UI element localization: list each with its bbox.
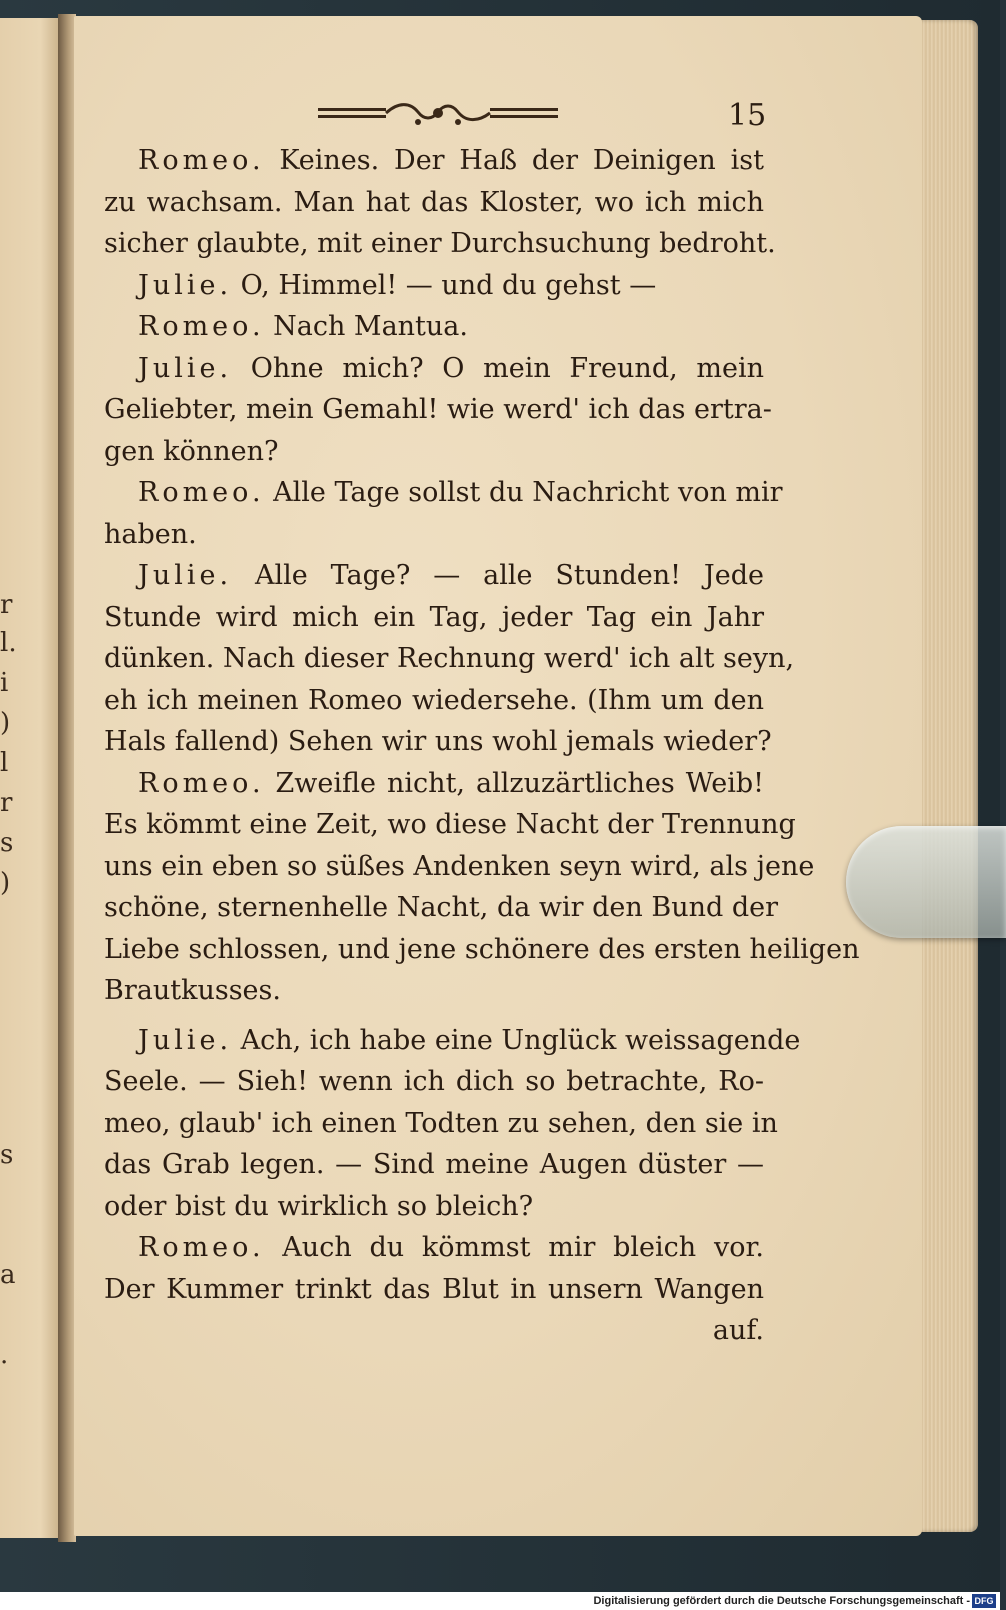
text-line xyxy=(104,680,764,722)
line-text: Der Kummer trinkt das Blut in unsern Wangen xyxy=(104,1273,764,1305)
left-page-fragment: s xyxy=(0,828,14,858)
text-line xyxy=(104,929,860,971)
line-text: haben. xyxy=(104,518,197,550)
speaker-name: Romeo. xyxy=(138,767,265,799)
line-text: Es kömmt eine Zeit, wo diese Nacht der Trennung xyxy=(104,809,796,840)
speaker-name: Julie. xyxy=(138,560,233,591)
text-line xyxy=(104,721,772,763)
left-page-fragment: . xyxy=(0,1340,9,1370)
line-text: Geliebter, mein Gemahl! wie werd' ich das ertra- xyxy=(104,394,772,425)
line-text: auf. xyxy=(712,1315,764,1346)
speaker-name: Julie. xyxy=(138,352,233,384)
speaker-name: Romeo. xyxy=(138,477,265,508)
speaker-name: Romeo. xyxy=(138,311,265,342)
line-text: Liebe schlossen, und jene schönere des ersten heiligen xyxy=(104,933,860,965)
text-line xyxy=(104,887,779,929)
line-text: Zweifle nicht, allzuzärtliches Weib! xyxy=(264,767,764,799)
dfg-logo-icon: DFG xyxy=(972,1594,996,1608)
line-text: eh ich meinen Romeo wiedersehe. (Ihm um den xyxy=(104,684,764,716)
line-text: Alle Tage? — alle Stunden! Jede xyxy=(232,560,764,591)
text-line xyxy=(104,1186,764,1228)
line-text: dünken. Nach dieser Rechnung werd' ich alt seyn, xyxy=(104,643,795,674)
text-line xyxy=(104,265,764,307)
text-line xyxy=(104,1020,801,1062)
line-text: sicher glaubte, mit einer Durchsuchung bedroht. xyxy=(104,228,776,259)
text-line xyxy=(104,431,764,473)
text-line xyxy=(104,140,764,182)
page-stack-edge xyxy=(916,20,978,1532)
speaker-name: Romeo. xyxy=(138,1232,265,1263)
left-page-fragment: a xyxy=(0,1260,16,1290)
text-line xyxy=(104,223,776,265)
line-text: Auch du kömmst mir bleich vor. xyxy=(264,1232,764,1263)
left-page-fragment: r xyxy=(0,590,13,620)
text-line xyxy=(104,389,772,431)
left-page-fragment: i xyxy=(0,668,9,698)
left-page-fragment: r xyxy=(0,788,13,818)
text-line xyxy=(104,1310,764,1352)
line-text: das Grab legen. — Sind meine Augen düster — xyxy=(104,1149,764,1180)
header-ornament-icon xyxy=(318,98,558,132)
line-text: Keines. Der Haß der Deinigen ist xyxy=(264,145,764,176)
speaker-name: Romeo. xyxy=(138,145,265,176)
line-text: uns ein eben so süßes Andenken seyn wird, als jene xyxy=(104,850,815,882)
line-text: Hals fallend) Sehen wir uns wohl jemals wieder? xyxy=(104,726,772,757)
page-header xyxy=(318,98,767,133)
text-line xyxy=(104,1061,764,1103)
line-text: Nach Mantua. xyxy=(264,311,468,342)
speaker-name: Julie. xyxy=(138,269,233,301)
left-page-edge xyxy=(0,18,60,1538)
text-line xyxy=(104,846,815,888)
text-line xyxy=(104,555,764,597)
line-text: Seele. — Sieh! wenn ich dich so betrachte, Ro- xyxy=(104,1066,764,1097)
left-page-fragment: ) xyxy=(0,868,11,898)
line-text: Stunde wird mich ein Tag, jeder Tag ein Jahr xyxy=(104,601,764,633)
text-line xyxy=(104,348,764,390)
page-text xyxy=(104,140,860,1352)
line-text: Ach, ich habe eine Unglück weissagende xyxy=(232,1024,801,1056)
text-line xyxy=(104,306,764,348)
text-line xyxy=(104,970,764,1012)
text-line xyxy=(104,1227,764,1269)
line-text: Ohne mich? O mein Freund, mein xyxy=(232,352,764,384)
line-text: Alle Tage sollst du Nachricht von mir xyxy=(264,477,783,508)
text-line xyxy=(104,804,796,846)
text-line xyxy=(104,638,795,680)
text-line xyxy=(104,182,764,224)
line-text: meo, glaub' ich einen Todten zu sehen, den sie in xyxy=(104,1107,778,1139)
bookmark-clip xyxy=(846,826,1006,938)
text-line xyxy=(104,597,764,639)
line-text: oder bist du wirklich so bleich? xyxy=(104,1190,534,1222)
line-text: schöne, sternenhelle Nacht, da wir den Bund der xyxy=(104,892,779,923)
left-page-fragment: l. xyxy=(0,628,17,658)
left-page-fragment: s xyxy=(0,1140,14,1170)
text-line xyxy=(104,1269,764,1311)
text-line xyxy=(104,1144,764,1186)
page-number: 15 xyxy=(728,98,767,133)
line-text: zu wachsam. Man hat das Kloster, wo ich mich xyxy=(104,186,764,218)
digitization-credit: Digitalisierung gefördert durch die Deutsche Forschungsgemeinschaft - xyxy=(593,1595,970,1607)
text-line xyxy=(104,763,764,805)
text-line xyxy=(104,1103,778,1145)
text-line xyxy=(104,514,764,556)
line-text: O, Himmel! — und du gehst — xyxy=(232,269,657,301)
line-text: Brautkusses. xyxy=(104,975,281,1006)
line-text: gen können? xyxy=(104,435,279,467)
text-line xyxy=(104,472,783,514)
left-page-fragment: l xyxy=(0,748,9,778)
left-page-fragment: ) xyxy=(0,708,11,738)
speaker-name: Julie. xyxy=(138,1024,233,1056)
